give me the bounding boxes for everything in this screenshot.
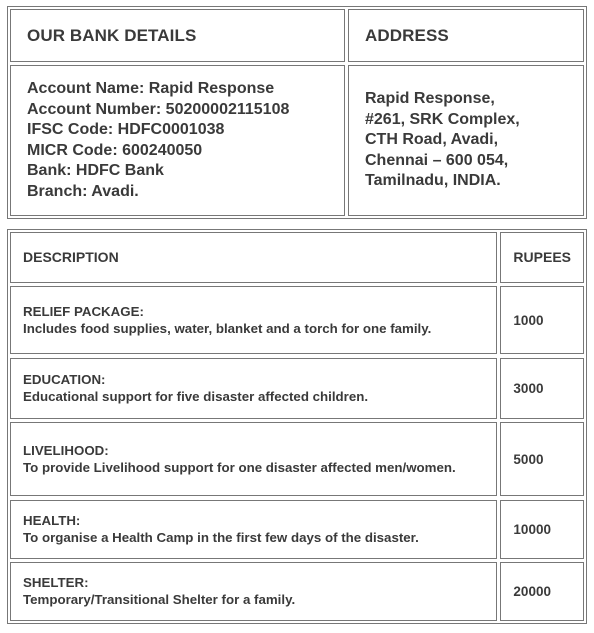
package-description: Includes food supplies, water, blanket and a torch for one family. [23,321,432,337]
package-description: Temporary/Transitional Shelter for a family. [23,592,296,608]
package-title: LIVELIHOOD: [23,443,109,459]
address-header: ADDRESS [348,9,584,62]
bank-name: Bank: HDFC Bank [27,162,164,179]
package-title: RELIEF PACKAGE: [23,304,144,320]
address-line: Chennai – 600 054, [365,151,509,169]
package-amount: 20000 [500,562,584,621]
package-description-cell [10,358,497,419]
bank-details-table [7,6,587,219]
account-number: Account Number: 50200002115108 [27,100,290,118]
package-description-cell [10,562,497,621]
package-amount: 1000 [500,286,584,355]
ifsc-code: IFSC Code: HDFC0001038 [27,121,225,138]
package-description-cell [10,286,497,355]
package-description-cell [10,422,497,496]
description-header: DESCRIPTION [10,232,497,283]
table-row [10,358,584,419]
address-line: Tamilnadu, INDIA. [365,172,501,190]
micr-code: MICR Code: 600240050 [27,141,203,159]
package-amount: 3000 [500,358,584,419]
package-description: Educational support for five disaster affected children. [23,389,369,405]
package-title: SHELTER: [23,575,89,591]
table-row [10,286,584,355]
account-name: Account Name: Rapid Response [27,80,275,97]
package-description: To organise a Health Camp in the first few days of the disaster. [23,530,419,546]
bank-details-body [10,65,345,216]
package-description-cell [10,500,497,559]
package-description: To provide Livelihood support for one disaster affected men/women. [23,460,456,476]
package-title: HEALTH: [23,513,81,529]
table-row [10,500,584,559]
address-line: Rapid Response, [365,90,495,108]
table-row [10,422,584,496]
package-title: EDUCATION: [23,372,106,388]
rupees-header: RUPEES [500,232,584,283]
address-body [348,65,584,216]
package-amount: 10000 [500,500,584,559]
bank-details-header: OUR BANK DETAILS [10,9,345,62]
branch-name: Branch: Avadi. [27,182,139,200]
table-row [10,562,584,621]
address-line: #261, SRK Complex, [365,110,520,128]
address-line: CTH Road, Avadi, [365,131,499,149]
packages-table [7,229,587,624]
package-amount: 5000 [500,422,584,496]
